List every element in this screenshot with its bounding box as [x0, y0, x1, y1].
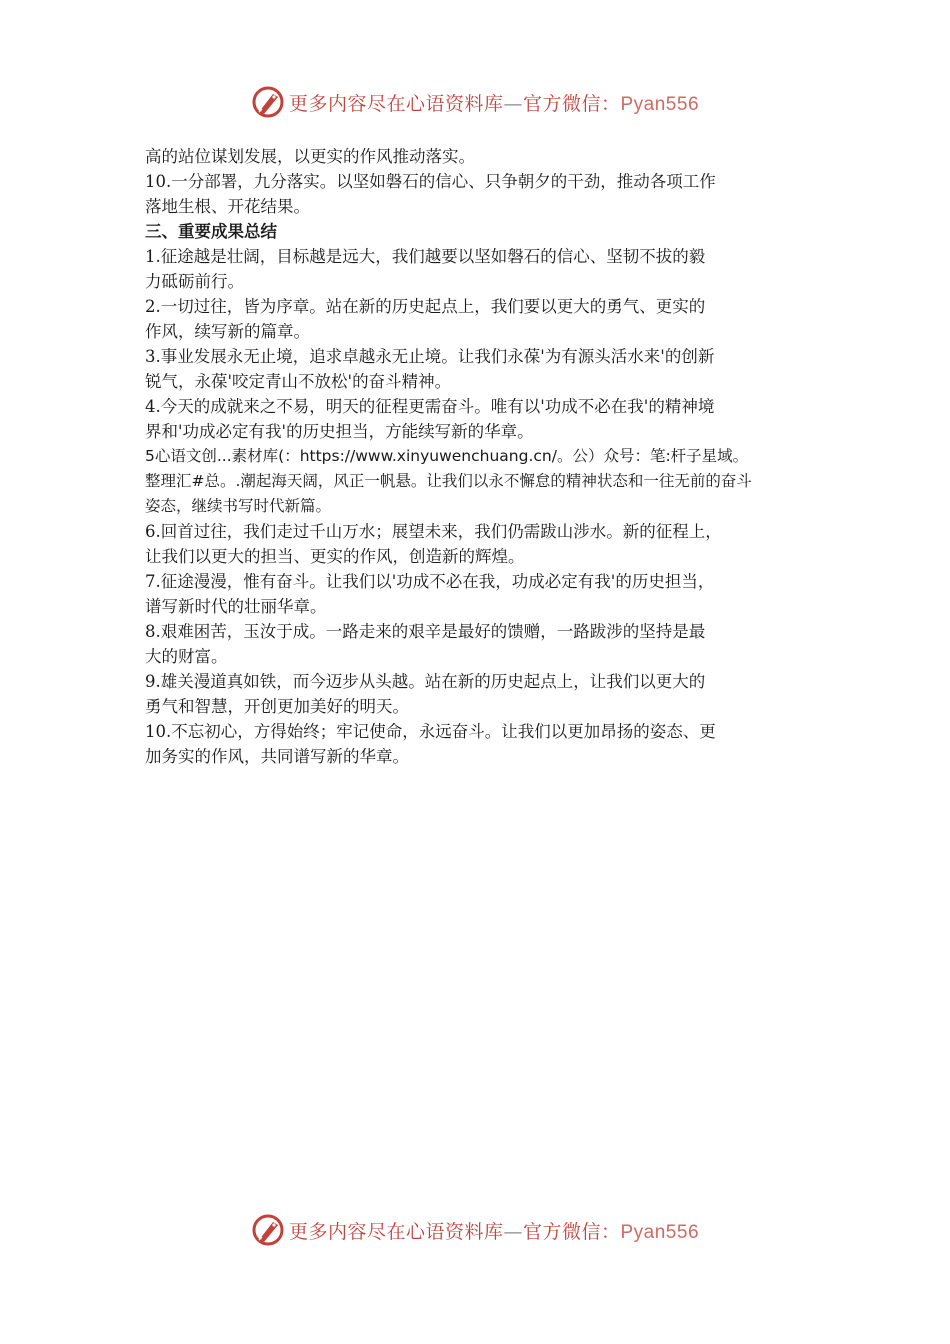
body-line: 力砥砺前行。	[145, 272, 244, 291]
body-line: 9.雄关漫道真如铁，而今迈步从头越。站在新的历史起点上，让我们以更大的	[145, 672, 706, 691]
section-heading: 三、重要成果总结	[145, 222, 277, 241]
footer-banner	[0, 1210, 950, 1250]
pen-nib-logo-icon	[251, 1213, 285, 1247]
body-line: 10.不忘初心，方得始终；牢记使命，永远奋斗。让我们以更加昂扬的姿态、更	[145, 722, 716, 741]
body-line: 3.事业发展永无止境，追求卓越永无止境。让我们永葆'为有源头活水来'的创新	[145, 347, 715, 366]
body-line: 2.一切过往，皆为序章。站在新的历史起点上，我们要以更大的勇气、更实的	[145, 297, 706, 316]
footer-wechat-id: Pyan556	[620, 1221, 700, 1243]
body-line: 谱写新时代的壮丽华章。	[145, 597, 327, 616]
body-line: 5心语文创...素材库(：https://www.xinyuwenchuang.cn/。公）众号：笔:杆子星域。	[145, 447, 749, 465]
header-banner	[0, 82, 950, 122]
body-line: 界和'功成必定有我'的历史担当，方能续写新的华章。	[145, 422, 534, 441]
body-line: 落地生根、开花结果。	[145, 197, 310, 216]
footer-dash: —	[503, 1220, 523, 1243]
body-line: 让我们以更大的担当、更实的作风，创造新的辉煌。	[145, 547, 525, 566]
header-main-text: 更多内容尽在心语资料库	[288, 92, 504, 115]
header-wechat-id: Pyan556	[620, 93, 700, 115]
body-line: 1.征途越是壮阔，目标越是远大，我们越要以坚如磐石的信心、坚韧不拔的毅	[145, 247, 706, 266]
body-line: 10.一分部署，九分落实。以坚如磐石的信心、只争朝夕的干劲，推动各项工作	[145, 172, 716, 191]
body-line: 作风，续写新的篇章。	[145, 322, 310, 341]
header-official-label: 官方微信：	[522, 92, 621, 115]
body-line: 高的站位谋划发展，以更实的作风推动落实。	[145, 147, 475, 166]
body-line: 加务实的作风，共同谱写新的华章。	[145, 747, 409, 766]
body-line: 姿态，继续书写时代新篇。	[145, 497, 332, 515]
header-text	[289, 89, 699, 116]
body-line: 7.征途漫漫，惟有奋斗。让我们以'功成不必在我，功成必定有我'的历史担当，	[145, 572, 715, 591]
body-line: 锐气，永葆'咬定青山不放松'的奋斗精神。	[145, 372, 452, 391]
body-line: 大的财富。	[145, 647, 228, 666]
body-line: 8.艰难困苦，玉汝于成。一路走来的艰辛是最好的馈赠，一路跋涉的坚持是最	[145, 622, 706, 641]
body-line: 整理汇#总。.潮起海天阔，风正一帆悬。让我们以永不懈怠的精神状态和一往无前的奋斗	[145, 472, 752, 490]
body-line: 4.今天的成就来之不易，明天的征程更需奋斗。唯有以'功成不必在我'的精神境	[145, 397, 715, 416]
footer-official-label: 官方微信：	[522, 1220, 621, 1243]
pen-nib-logo-icon	[251, 85, 285, 119]
footer-main-text: 更多内容尽在心语资料库	[288, 1220, 504, 1243]
body-line: 6.回首过往，我们走过千山万水；展望未来，我们仍需跋山涉水。新的征程上，	[145, 522, 722, 541]
header-dash: —	[503, 92, 523, 115]
footer-text	[289, 1217, 699, 1244]
body-line: 勇气和智慧，开创更加美好的明天。	[145, 697, 409, 716]
document-body	[145, 144, 815, 769]
